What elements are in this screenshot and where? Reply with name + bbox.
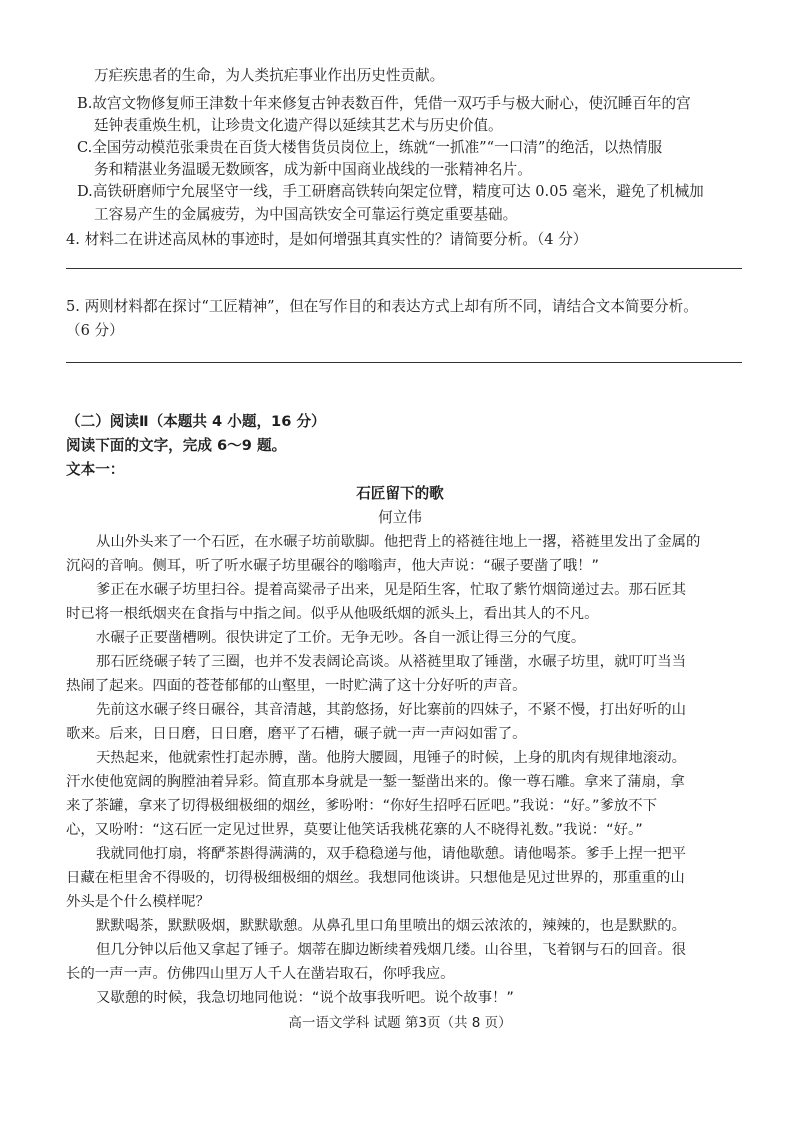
story-line: 沉闷的音响。侧耳，听了听水碾子坊里碾谷的嗡嗡声，他大声说：“碾子要凿了哦！” [66, 558, 599, 574]
option-c-continuation: 万疟疾患者的生命，为人类抗疟事业作出历史性贡献。 [94, 67, 445, 84]
story-author: 何立伟 [378, 509, 422, 526]
question-5-line-1: 5. 两则材料都在探讨“工匠精神”，但在写作目的和表达方式上却有所不同，请结合文本简要分析。 [66, 298, 698, 315]
answer-line-q4 [66, 268, 742, 269]
story-line: 但几分钟以后他又拿起了锤子。烟蒂在脚边断续着残烟几缕。山谷里，飞着钢与石的回音。很 [96, 942, 687, 958]
story-line: 时已将一根纸烟夹在食指与中指之间。似乎从他吸纸烟的派头上，看出其人的不凡。 [66, 606, 599, 622]
option-c-line-2: 务和精湛业务温暖无数顾客，成为新中国商业战线的一张精神名片。 [94, 161, 532, 178]
option-b-line-2: 廷钟表重焕生机，让珍贵文化遗产得以延续其艺术与历史价值。 [94, 117, 503, 134]
answer-line-q5 [66, 362, 742, 363]
option-c-line-1: C.全国劳动模范张秉贵在百货大楼售货员岗位上，练就“一抓准”“一口清”的绝活，以热情服 [77, 139, 663, 156]
story-title: 石匠留下的歌 [356, 485, 444, 502]
story-line: 爹正在水碾子坊里扫谷。提着高粱帚子出来，见是陌生客，忙取了紫竹烟筒递过去。那石匠其 [96, 582, 687, 598]
question-5-line-2: （6 分） [66, 322, 124, 339]
option-b-line-1: B.故宫文物修复师王津数十年来修复古钟表数百件，凭借一双巧手与极大耐心，使沉睡百年的宫 [77, 95, 691, 112]
question-4: 4. 材料二在讲述高凤林的事迹时，是如何增强其真实性的？请简要分析。（4 分） [66, 231, 588, 248]
story-line: 歌来。后来，日日磨，日日磨，磨平了石槽，碾子就一声一声闷如雷了。 [66, 726, 527, 742]
option-d-line-2: 工容易产生的金属疲劳，为中国高铁安全可靠运行奠定重要基础。 [94, 206, 518, 223]
page-footer: 高一语文学科 试题 第3页（共 8 页） [288, 1015, 512, 1031]
story-line: 心，又吩咐：“这石匠一定见过世界，莫要让他笑话我桃花寨的人不晓得礼数。”我说：“好。” [66, 822, 643, 838]
story-line: 水碾子正要凿槽咧。很快讲定了工价。无争无吵。各自一派让得三分的气度。 [96, 630, 586, 646]
section-instruction: 阅读下面的文字，完成 6～9 题。 [66, 437, 287, 454]
option-d-line-1: D.高铁研磨师宁允展坚守一线，手工研磨高铁转向架定位臂，精度可达 0.05 毫米，避免了机械加 [77, 183, 704, 200]
story-line: 长的一声一声。仿佛四山里万人千人在凿岩取石，你呼我应。 [66, 966, 455, 982]
story-line: 默默喝茶，默默吸烟，默默歇憩。从鼻孔里口角里喷出的烟云浓浓的，辣辣的，也是默默的。 [96, 918, 687, 934]
section-heading: （二）阅读Ⅱ（本题共 4 小题，16 分） [66, 413, 326, 430]
story-line: 又歇憩的时候，我急切地同他说：“说个故事我听吧。说个故事！” [96, 990, 514, 1006]
story-line: 外头是个什么模样呢？ [66, 894, 210, 910]
story-line: 天热起来，他就索性打起赤膊，凿。他胯大腰圆，甩锤子的时候，上身的肌肉有规律地滚动。 [96, 750, 687, 766]
story-line: 从山外头来了一个石匠，在水碾子坊前歇脚。他把背上的褡裢往地上一撂，褡裢里发出了金属的 [96, 534, 701, 550]
story-line: 汗水使他宽阔的胸膛油着异彩。简直那本身就是一錾一錾凿出来的。像一尊石雕。拿来了蒲扇，拿 [66, 774, 685, 790]
story-line: 先前这水碾子终日碾谷，其音清越，其韵悠扬，好比寨前的四妹子，不紧不慢，打出好听的山 [96, 702, 687, 718]
story-line: 日藏在柜里舍不得吸的，切得极细极细的烟丝。我想同他谈讲。只想他是见过世界的，那重重的山 [66, 870, 685, 886]
story-line: 热闹了起来。四面的苍苍郁郁的山壑里，一时贮满了这十分好听的声音。 [66, 678, 527, 694]
story-line: 来了茶罐，拿来了切得极细极细的烟丝，爹吩咐：“你好生招呼石匠吧。”我说：“好。”爹放不下 [66, 798, 658, 814]
story-line: 我就同他打扇，将酽茶斟得满满的，双手稳稳递与他，请他歇憩。请他喝茶。爹手上捏一把平 [96, 846, 687, 862]
text-label: 文本一： [66, 461, 125, 478]
story-line: 那石匠绕碾子转了三圈，也并不发表阔论高谈。从褡裢里取了锤凿，水碾子坊里，就叮叮当当 [96, 654, 687, 670]
